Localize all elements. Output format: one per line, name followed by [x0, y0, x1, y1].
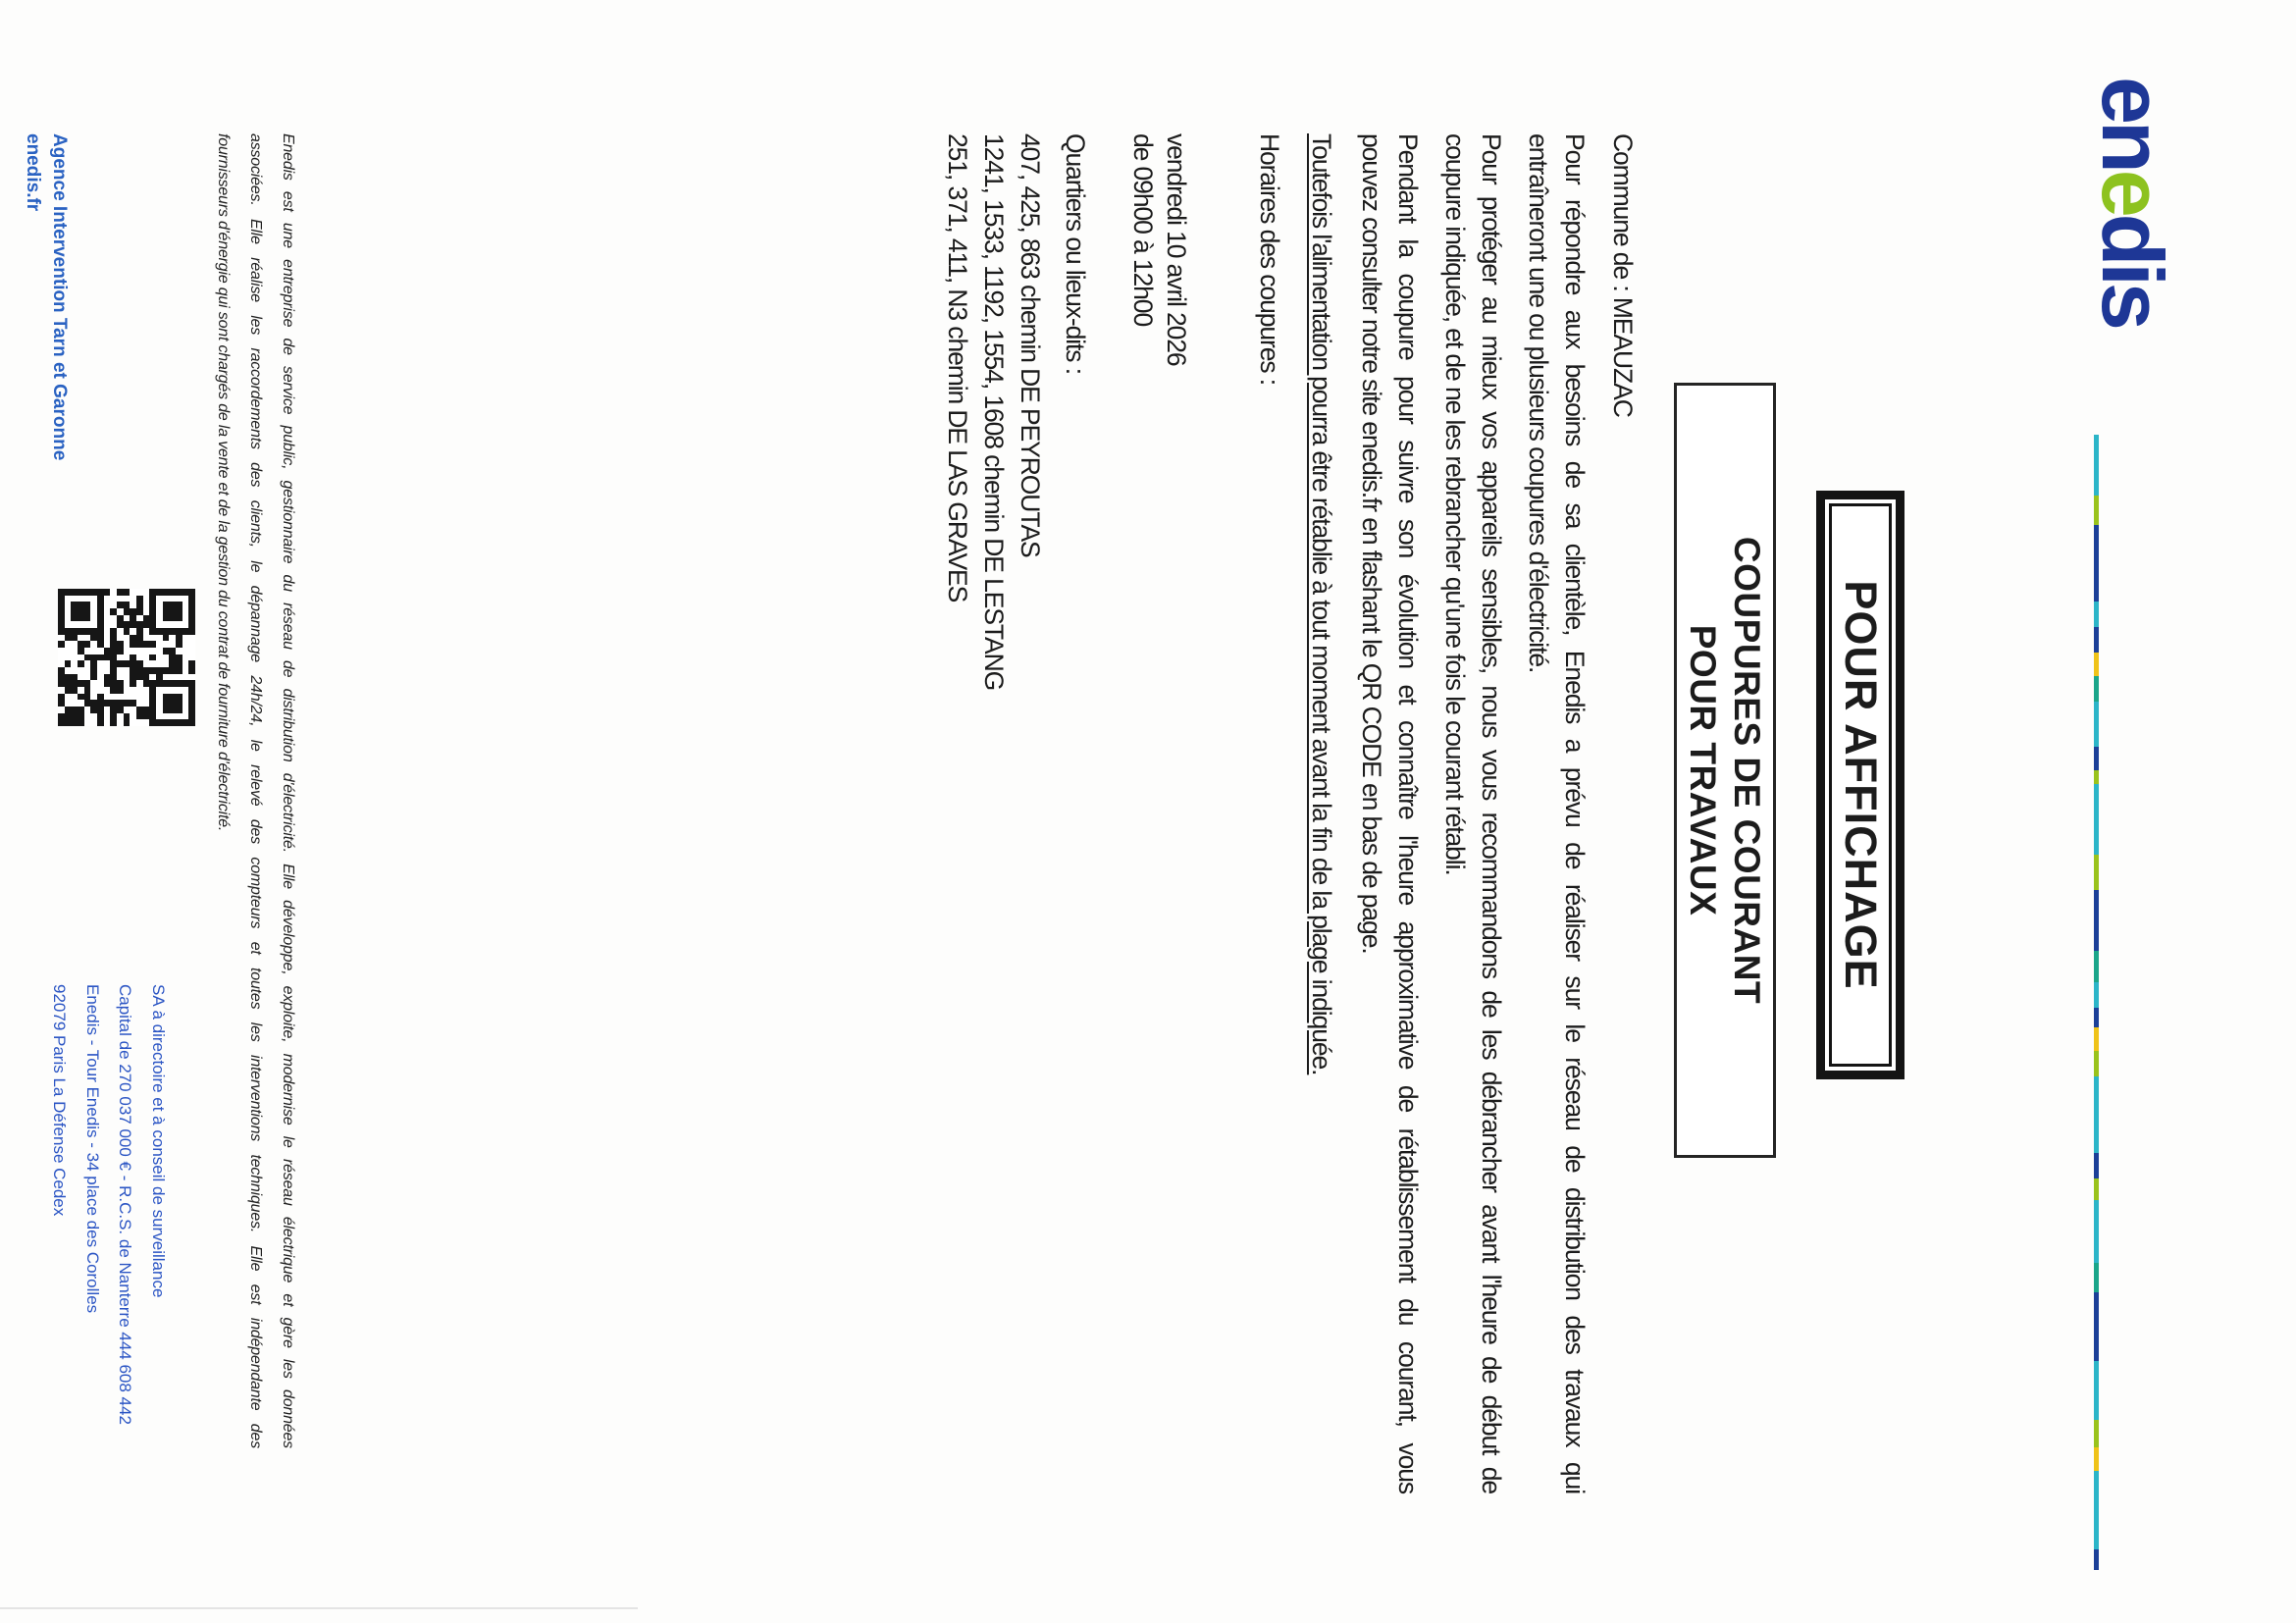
logo-text-green: e: [2084, 169, 2181, 214]
legal-block: [43, 984, 175, 1425]
legal-line-1: SA à directoire et à conseil de surveillance: [149, 984, 168, 1298]
pour-affichage-label: POUR AFFICHAGE: [1829, 503, 1892, 1067]
paragraph-3: [1353, 133, 1426, 1493]
title-box: [1674, 383, 1776, 1158]
pour-affichage-stamp: [1816, 491, 1905, 1079]
outage-date: vendredi 10 avril 2026: [1162, 133, 1191, 366]
brand-divider-line: [2094, 435, 2099, 1570]
outage-time: de 09h00 à 12h00: [1128, 133, 1158, 327]
paragraph-1: [1520, 133, 1592, 1493]
address-line-2: 1241, 1533, 1192, 1554, 1608 chemin DE LESTANG: [979, 133, 1009, 691]
logo-text-blue-2: dis: [2084, 213, 2181, 327]
agency-website: enedis.fr: [23, 133, 43, 212]
paragraph-2-line-2: coupure indiquée, et de ne les rebrancher qu'une fois le courant rétabli.: [1440, 133, 1470, 875]
paragraph-2-line-1: Pour protéger au mieux vos appareils sensibles, nous vous recommandons de les débrancher avant l'heure de début de: [1477, 133, 1506, 1493]
horaires-label: Horaires des coupures :: [1255, 133, 1284, 386]
enedis-logo: [2084, 77, 2181, 327]
address-line-3: 251, 371, 411, N3 chemin DE LAS GRAVES: [943, 133, 972, 602]
paragraph-3-line-2: pouvez consulter notre site enedis.fr en flashant le QR CODE en bas de page.: [1357, 133, 1386, 954]
legal-line-2: Capital de 270 037 000 € - R.C.S. de Nanterre 444 608 442: [116, 984, 135, 1425]
quartiers-label: Quartiers ou lieux-dits :: [1061, 133, 1090, 374]
logo-text-blue: en: [2084, 77, 2181, 170]
about-line-2: associées. Elle réalise les raccordements des clients, le dépannage 24h/24, le relevé des compteurs et toutes les interventions techniques. Elle est indépendante des: [247, 133, 264, 1448]
paragraph-1-line-1: Pour répondre aux besoins de sa clientèle, Enedis a prévu de réaliser sur le réseau de distribution des travaux qui: [1560, 133, 1590, 1493]
about-line-1: Enedis est une entreprise de service public, gestionnaire du réseau de distribution d'électricité. Elle développe, exploite, modernise le réseau électrique et gère les données: [280, 133, 296, 1448]
scan-artifact-line: [0, 1607, 638, 1609]
paragraph-3-line-1: Pendant la coupure pour suivre son évolution et connaître l'heure approximative de rétablissement du courant, vous: [1393, 133, 1423, 1493]
agency-name: Agence Intervention Tarn et Garonne: [49, 133, 70, 461]
qr-code: [58, 589, 195, 726]
paragraph-2: [1436, 133, 1509, 1493]
address-line-1: 407, 425, 863 chemin DE PEYROUTAS: [1016, 133, 1045, 557]
commune-line: Commune de : MEAUZAC: [1608, 133, 1638, 417]
paragraph-1-line-2: entraîneront une ou plusieurs coupures d'électricité.: [1524, 133, 1553, 673]
agency-block: [20, 133, 73, 460]
underlined-note: Toutefois l'alimentation pourra être rétablie à tout moment avant la fin de la plage indiquée.: [1307, 133, 1336, 1075]
about-line-3: fournisseurs d'énergie qui sont chargés de la vente et de la gestion du contrat de fourniture d'électricité.: [215, 133, 232, 832]
title-line-2: POUR TRAVAUX: [1683, 624, 1723, 916]
legal-line-3: Enedis - Tour Enedis - 34 place des Corolles: [83, 984, 102, 1314]
about-enedis-text: [207, 133, 304, 1448]
title-line-1: COUPURES DE COURANT: [1727, 536, 1767, 1005]
legal-line-4: 92079 Paris La Défense Cedex: [50, 984, 70, 1217]
